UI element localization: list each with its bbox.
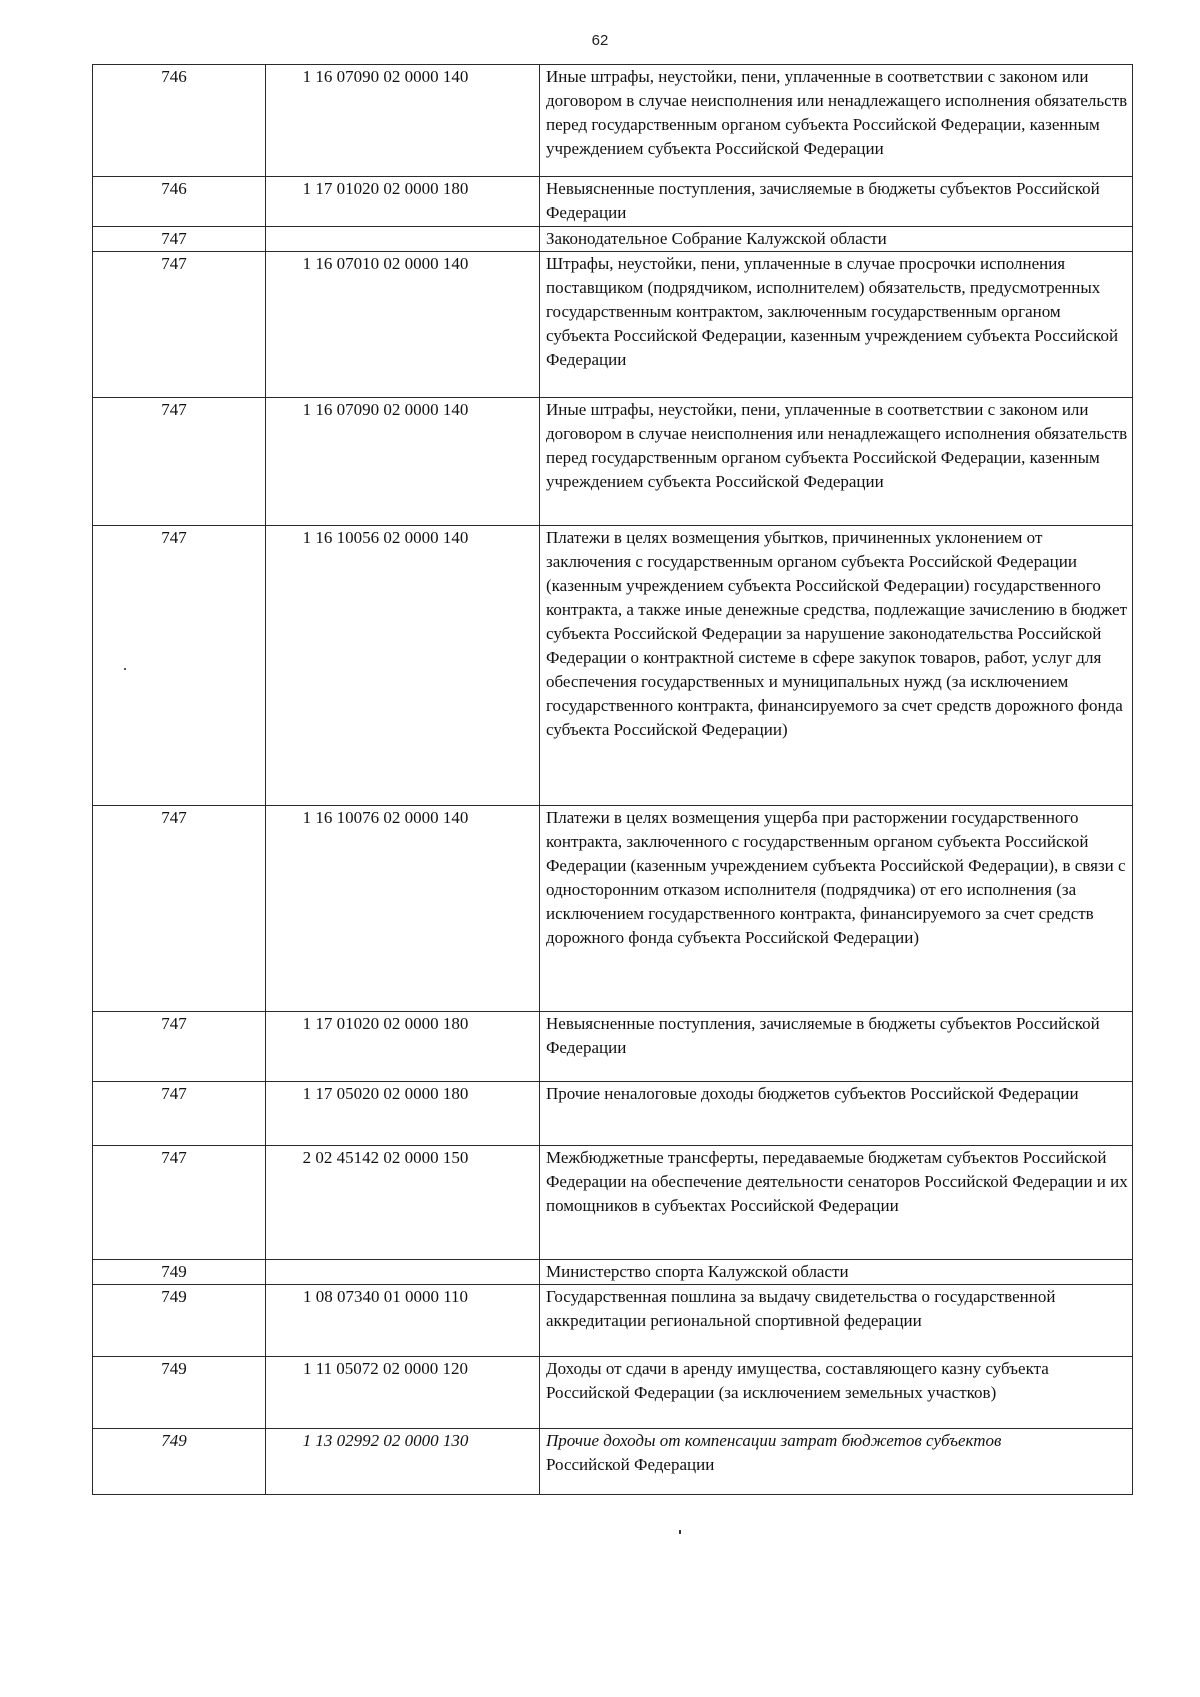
admin-code-cell: 749 bbox=[93, 1285, 266, 1357]
table-row bbox=[93, 177, 1133, 227]
scan-speck bbox=[124, 668, 126, 670]
admin-code-cell: 747 bbox=[93, 1012, 266, 1082]
admin-code-cell: 749 bbox=[93, 1357, 266, 1429]
budget-code-cell: 1 16 10076 02 0000 140 bbox=[266, 806, 540, 1012]
section-name-cell: Министерство спорта Калужской области bbox=[540, 1260, 1133, 1285]
revenue-name-cell: Прочие неналоговые доходы бюджетов субъектов Российской Федерации bbox=[540, 1082, 1133, 1146]
revenue-name-cell: Платежи в целях возмещения убытков, причиненных уклонением от заключения с государственным органом субъекта Российской Федерации (казенным учреждением субъекта Российской Федерации) государственного контракта, а также иные денежные средства, подлежащие зачислению в бюджет субъекта Российской Федерации за нарушение законодательства Российской Федерации о контрактной системе в сфере закупок товаров, работ, услуг для обеспечения государственных и муниципальных нужд (за исключением государственного контракта, финансируемого за счет средств дорожного фонда субъекта Российской Федерации) bbox=[540, 526, 1133, 806]
revenue-name-cell: Государственная пошлина за выдачу свидетельства о государственной аккредитации региональной спортивной федерации bbox=[540, 1285, 1133, 1357]
budget-code-cell: 1 17 05020 02 0000 180 bbox=[266, 1082, 540, 1146]
admin-code-cell: 747 bbox=[93, 252, 266, 398]
admin-code-cell: 747 bbox=[93, 806, 266, 1012]
budget-code-cell bbox=[266, 227, 540, 252]
table-row bbox=[93, 398, 1133, 526]
admin-code-cell: 747 bbox=[93, 526, 266, 806]
scan-mark bbox=[679, 1530, 681, 1534]
budget-code-cell bbox=[266, 1260, 540, 1285]
table-row bbox=[93, 1285, 1133, 1357]
revenue-name-cell: Невыясненные поступления, зачисляемые в бюджеты субъектов Российской Федерации bbox=[540, 1012, 1133, 1082]
table-row bbox=[93, 1012, 1133, 1082]
budget-code-cell: 1 11 05072 02 0000 120 bbox=[266, 1357, 540, 1429]
table-row bbox=[93, 1357, 1133, 1429]
admin-code-cell: 746 bbox=[93, 177, 266, 227]
budget-code-cell: 1 13 02992 02 0000 130 bbox=[266, 1429, 540, 1495]
table-row bbox=[93, 806, 1133, 1012]
admin-code-cell: 747 bbox=[93, 1082, 266, 1146]
admin-code-cell: 747 bbox=[93, 227, 266, 252]
budget-code-cell: 1 16 10056 02 0000 140 bbox=[266, 526, 540, 806]
budget-code-cell: 1 16 07090 02 0000 140 bbox=[266, 65, 540, 177]
admin-code-cell: 747 bbox=[93, 1146, 266, 1260]
section-header-row bbox=[93, 1260, 1133, 1285]
revenue-name-cell: Штрафы, неустойки, пени, уплаченные в случае просрочки исполнения поставщиком (подрядчиком, исполнителем) обязательств, предусмотренных государственным контрактом, заключенным государственным органом субъекта Российской Федерации, казенным учреждением субъекта Российской Федерации bbox=[540, 252, 1133, 398]
budget-code-cell: 1 16 07090 02 0000 140 bbox=[266, 398, 540, 526]
budget-code-cell: 1 17 01020 02 0000 180 bbox=[266, 177, 540, 227]
revenue-name-cell: Межбюджетные трансферты, передаваемые бюджетам субъектов Российской Федерации на обеспечение деятельности сенаторов Российской Федерации и их помощников в субъектах Российской Федерации bbox=[540, 1146, 1133, 1260]
admin-code-cell: 746 bbox=[93, 65, 266, 177]
revenue-name-cell: Платежи в целях возмещения ущерба при расторжении государственного контракта, заключенного с государственным органом субъекта Российской Федерации (казенным учреждением субъекта Российской Федерации), в связи с односторонним отказом исполнителя (подрядчика) от его исполнения (за исключением государственного контракта, финансируемого за счет средств дорожного фонда субъекта Российской Федерации) bbox=[540, 806, 1133, 1012]
section-name-cell: Законодательное Собрание Калужской области bbox=[540, 227, 1133, 252]
revenue-name-line-2: Российской Федерации bbox=[546, 1455, 715, 1474]
budget-code-cell: 1 08 07340 01 0000 110 bbox=[266, 1285, 540, 1357]
revenue-name-cell: Невыясненные поступления, зачисляемые в бюджеты субъектов Российской Федерации bbox=[540, 177, 1133, 227]
budget-code-cell: 1 16 07010 02 0000 140 bbox=[266, 252, 540, 398]
page-number: 62 bbox=[591, 32, 609, 49]
revenue-name-cell: Доходы от сдачи в аренду имущества, составляющего казну субъекта Российской Федерации (за исключением земельных участков) bbox=[540, 1357, 1133, 1429]
admin-code-cell: 749 bbox=[93, 1260, 266, 1285]
table-row bbox=[93, 526, 1133, 806]
revenue-name-cell bbox=[540, 1429, 1133, 1495]
admin-code-cell: 749 bbox=[93, 1429, 266, 1495]
revenue-name-cell: Иные штрафы, неустойки, пени, уплаченные в соответствии с законом или договором в случае неисполнения или ненадлежащего исполнения обязательств перед государственным органом субъекта Российской Федерации, казенным учреждением субъекта Российской Федерации bbox=[540, 398, 1133, 526]
revenue-name-cell: Иные штрафы, неустойки, пени, уплаченные в соответствии с законом или договором в случае неисполнения или ненадлежащего исполнения обязательств перед государственным органом субъекта Российской Федерации, казенным учреждением субъекта Российской Федерации bbox=[540, 65, 1133, 177]
table-row bbox=[93, 1429, 1133, 1495]
budget-classification-table bbox=[92, 64, 1133, 1495]
budget-code-cell: 1 17 01020 02 0000 180 bbox=[266, 1012, 540, 1082]
admin-code-cell: 747 bbox=[93, 398, 266, 526]
table-row bbox=[93, 252, 1133, 398]
section-header-row bbox=[93, 227, 1133, 252]
table-row bbox=[93, 1082, 1133, 1146]
revenue-name-line-1: Прочие доходы от компенсации затрат бюджетов субъектов bbox=[546, 1431, 1002, 1450]
budget-code-cell: 2 02 45142 02 0000 150 bbox=[266, 1146, 540, 1260]
table-row bbox=[93, 1146, 1133, 1260]
table-row bbox=[93, 65, 1133, 177]
